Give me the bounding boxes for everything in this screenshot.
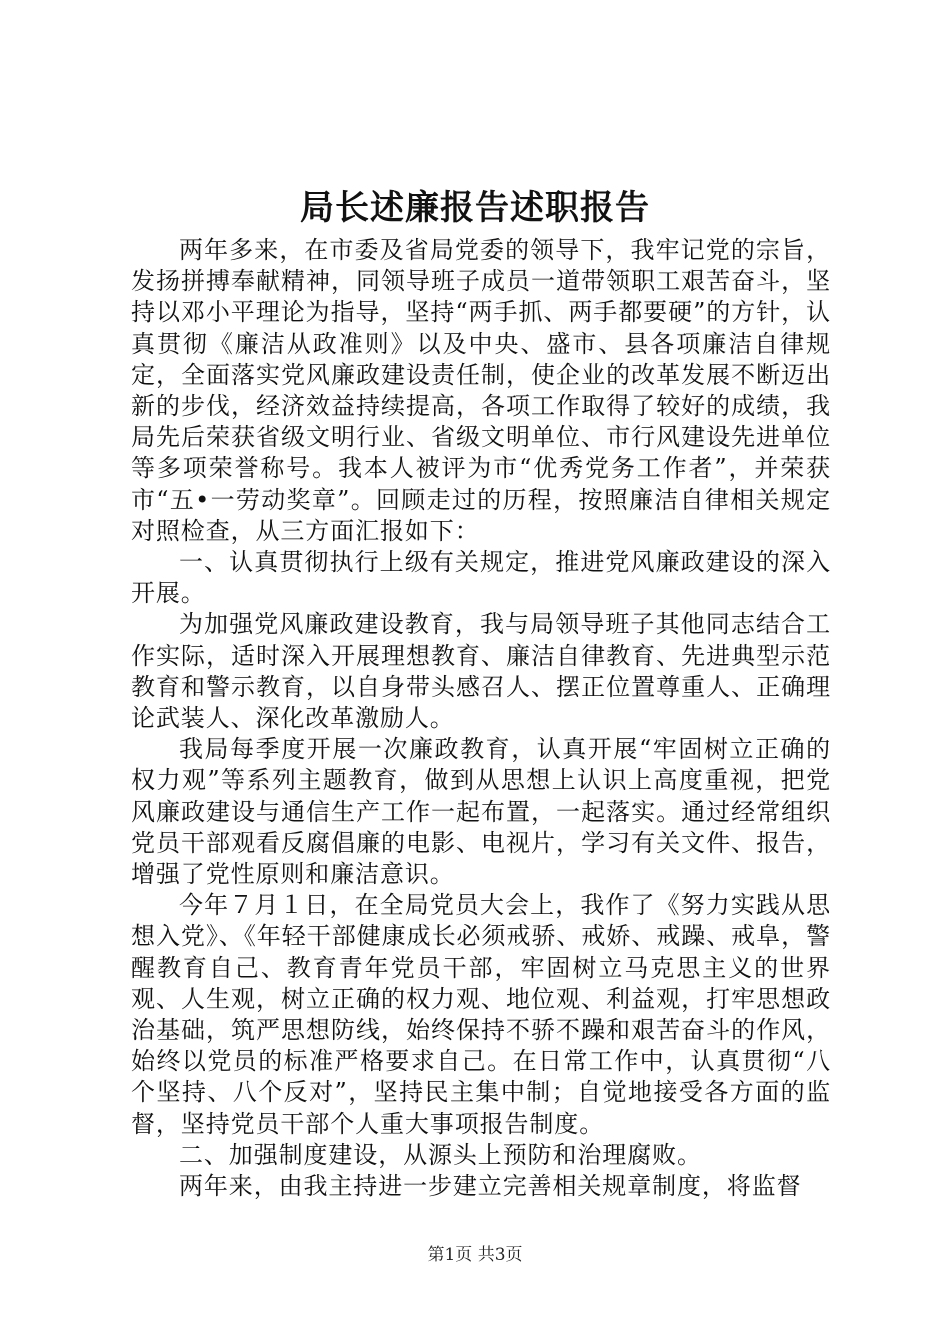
paragraph-july: 今年７月１日，在全局党员大会上，我作了《努力实践从思想入党》、《年轻干部健康成长必须戒骄、戒娇、戒躁、戒阜，警醒教育自己、教育青年党员干部，牢固树立马克思主义的世界观、人生观，树立正确的权力观、地位观、利益观，打牢思想政治基础，筑严思想防线，始终保持不骄不躁和艰苦奋斗的作风，始终以党员的标准严格要求自己。在日常工作中，认真贯彻“八个坚持、八个反对”，坚持民主集中制；自觉地接受各方面的监督，坚持党员干部个人重大事项报告制度。: [131, 891, 831, 1138]
paragraph-intro: 两年多来，在市委及省局党委的领导下，我牢记党的宗旨，发扬拼搏奉献精神，同领导班子成员一道带领职工艰苦奋斗，坚持以邓小平理论为指导，坚持“两手抓、两手都要硬”的方针，认真贯彻《廉洁从政准则》以及中央、盛市、县各项廉洁自律规定，全面落实党风廉政建设责任制，使企业的改革发展不断迈出新的步伐，经济效益持续提高，各项工作取得了较好的成绩，我局先后荣获省级文明行业、省级文明单位、市行风建设先进单位等多项荣誉称号。我本人被评为市“优秀党务工作者”，并荣获市“五•一劳动奖章”。回顾走过的历程，按照廉洁自律相关规定对照检查，从三方面汇报如下：: [131, 236, 831, 545]
document-title: 局长述廉报告述职报告: [300, 188, 650, 228]
paragraph-quarterly: 我局每季度开展一次廉政教育，认真开展“牢固树立正确的权力观”等系列主题教育，做到从思想上认识上高度重视，把党风廉政建设与通信生产工作一起布置，一起落实。通过经常组织党员干部观看反腐倡廉的电影、电视片，学习有关文件、报告，增强了党性原则和廉洁意识。: [131, 735, 831, 889]
document-body: [131, 235, 831, 1202]
section-heading-2: 二、加强制度建设，从源头上预防和治理腐败。: [179, 1140, 702, 1169]
paragraph-two-years: 两年来，由我主持进一步建立完善相关规章制度，将监督: [179, 1172, 802, 1201]
page-footer: 第1页 共3页: [427, 1245, 523, 1265]
section-heading-1: 一、认真贯彻执行上级有关规定，推进党风廉政建设的深入开展。: [131, 548, 831, 608]
paragraph-education: 为加强党风廉政建设教育，我与局领导班子其他同志结合工作实际，适时深入开展理想教育、廉洁自律教育、先进典型示范教育和警示教育，以自身带头感召人、摆正位置尊重人、正确理论武装人、深化改革激励人。: [131, 610, 831, 733]
